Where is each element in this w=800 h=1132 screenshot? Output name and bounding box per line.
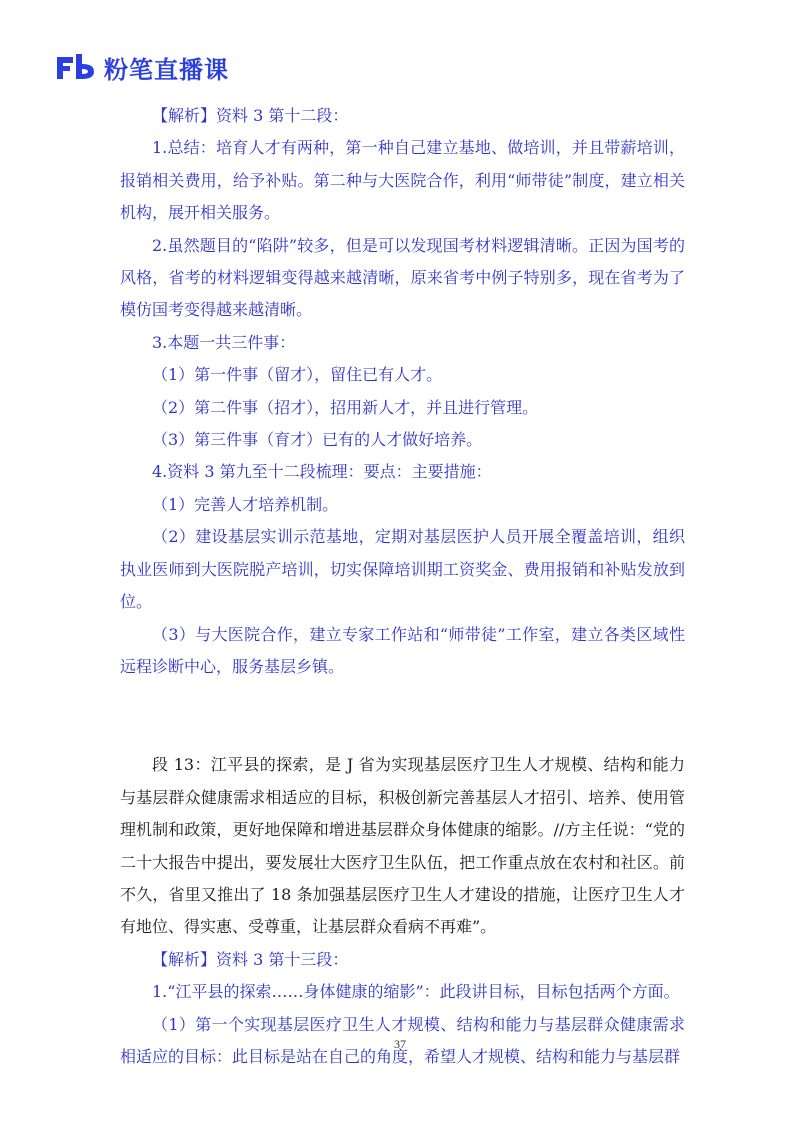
brand-name: 粉笔直播课 (104, 55, 229, 84)
analysis-point: 3.本题一共三件事： (152, 332, 296, 352)
document-body (120, 100, 685, 1073)
section-gap (120, 683, 685, 749)
material-paragraph: 段 13：江平县的探索，是 J 省为实现基层医疗卫生人才规模、结构和能力与基层群众健康需求相适应的目标，积极创新完善基层人才招引、培养、使用管理机制和政策，更好地保障和增进基层群众身体健康的缩影。//方主任说：“党的二十大报告中提出，要发展壮大医疗卫生队伍，把工作重点放在农村和社区。前不久，省里又推出了 18 条加强基层医疗卫生人才建设的措施，让医疗卫生人才有地位、得实惠、受尊重，让基层群众看病不再难”。 (120, 755, 685, 937)
analysis-point: 4.资料 3 第九至十二段梳理：要点：主要措施： (152, 462, 492, 482)
analysis-subpoint: （2）第二件事（招才），招用新人才，并且进行管理。 (152, 397, 539, 417)
analysis-subpoint: （3）与大医院合作，建立专家工作站和“师带徒”工作室，建立各类区域性远程诊断中心，服务基层乡镇。 (120, 624, 685, 676)
analysis-subpoint: （1）第一个实现基层医疗卫生人才规模、结构和能力与基层群众健康需求相适应的目标：此目标是站在自己的角度，希望人才规模、结构和能力与基层群 (120, 1014, 685, 1066)
analysis-heading: 【解析】资料 3 第十二段： (152, 106, 349, 125)
analysis-subpoint: （3）第三件事（育才）已有的人才做好培养。 (152, 430, 483, 450)
analysis-subpoint: （2）建设基层实训示范基地，定期对基层医护人员开展全覆盖培训，组织执业医师到大医院脱产培训，切实保障培训期工资奖金、费用报销和补贴发放到位。 (120, 527, 685, 612)
fenbi-logo-icon (56, 52, 96, 82)
analysis-point: 1.总结：培育人才有两种，第一种自己建立基地、做培训，并且带薪培训，报销相关费用，给予补贴。第二种与大医院合作，利用“师带徒”制度，建立相关机构，展开相关服务。 (120, 138, 685, 223)
analysis-subpoint: （1）完善人才培养机制。 (152, 494, 339, 514)
analysis-point: 1.“江平县的探索……身体健康的缩影”：此段讲目标，目标包括两个方面。 (152, 982, 680, 1002)
page-number: 37 (394, 1037, 406, 1051)
analysis-heading: 【解析】资料 3 第十三段： (152, 949, 349, 969)
analysis-point: 2.虽然题目的“陷阱”较多，但是可以发现国考材料逻辑清晰。正因为国考的风格，省考的材料逻辑变得越来越清晰，原来省考中例子特别多，现在省考为了模仿国考变得越来越清晰。 (120, 235, 685, 320)
analysis-subpoint: （1）第一件事（留才），留住已有人才。 (152, 365, 443, 385)
header (56, 50, 229, 84)
